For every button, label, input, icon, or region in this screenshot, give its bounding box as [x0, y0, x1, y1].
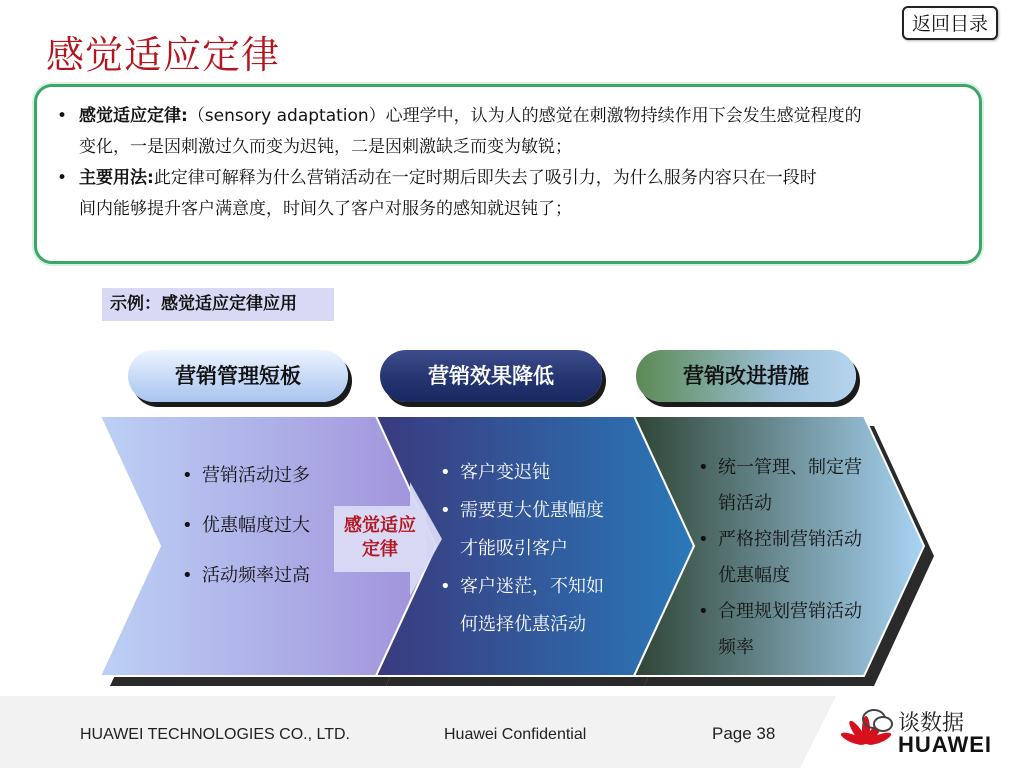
list-item-text: 优惠幅度: [718, 565, 790, 586]
list-item-text: 销活动: [718, 493, 772, 514]
bullet-glyph: •: [440, 576, 451, 597]
list-item-text: 才能吸引客户: [460, 538, 568, 559]
bullet-glyph: •: [182, 565, 193, 586]
list-item: [440, 492, 630, 568]
list-item: [698, 450, 888, 522]
bullet-glyph: •: [182, 465, 193, 486]
bullet-glyph: •: [182, 515, 193, 536]
list-item-text: 需要更大优惠幅度: [460, 500, 604, 521]
list-item: [440, 454, 630, 492]
page-title: 感觉适应定律: [46, 33, 281, 77]
list-item: [182, 563, 362, 613]
footer-company: HUAWEI TECHNOLOGIES CO., LTD.: [80, 726, 350, 743]
stage-2-items: [440, 454, 630, 644]
definition-text: （sensory adaptation）心理学中，认为人的感觉在刺激物持续作用下会发生感觉程度的: [187, 106, 862, 126]
logo-text: HUAWEI: [898, 732, 992, 757]
usage-term: 主要用法:: [79, 168, 154, 188]
list-item-text: 何选择优惠活动: [460, 614, 586, 635]
usage-text: 间内能够提升客户满意度，时间久了客户对服务的感知就迟钝了；: [79, 199, 572, 219]
list-item: [182, 463, 362, 513]
list-item-text: 严格控制营销活动: [718, 529, 862, 550]
list-item: [182, 513, 362, 563]
list-item: [698, 522, 888, 594]
definition-term: 感觉适应定律:: [79, 106, 188, 126]
usage-text: 此定律可解释为什么营销活动在一定时期后即失去了吸引力，为什么服务内容只在一段时: [153, 168, 817, 188]
list-item: [698, 594, 888, 666]
definition-text: 变化，一是因刺激过久而变为迟钝，二是因刺激缺乏而变为敏锐；: [79, 137, 572, 157]
example-label: 示例：感觉适应定律应用: [102, 288, 334, 321]
list-item: [440, 568, 630, 644]
list-item-text: 活动频率过高: [202, 565, 310, 586]
bullet-glyph: •: [698, 529, 709, 550]
transition-label-line: 定律: [362, 539, 398, 560]
bullet-glyph: •: [698, 457, 709, 478]
stage-3-items: [698, 450, 888, 666]
bullet-glyph: •: [57, 168, 68, 188]
transition-label-line: 感觉适应: [344, 515, 416, 536]
list-item-text: 优惠幅度过大: [202, 515, 310, 536]
back-to-contents-button[interactable]: 返回目录: [902, 6, 998, 40]
stage-1-items: [182, 463, 362, 613]
watermark-text: 谈数据: [898, 711, 965, 736]
bullet-glyph: •: [440, 500, 451, 521]
list-item-text: 客户变迟钝: [460, 462, 550, 483]
list-item-text: 客户迷茫，不知如: [460, 576, 604, 597]
footer: [0, 696, 1024, 768]
footer-confidential: Huawei Confidential: [444, 726, 587, 743]
page-number: Page 38: [712, 724, 776, 743]
list-item-text: 营销活动过多: [202, 465, 310, 486]
stage-title-shortcomings: 营销管理短板: [128, 350, 348, 402]
wechat-icon: [862, 708, 894, 734]
list-item-text: 频率: [718, 637, 754, 658]
list-item-text: 统一管理、制定营: [718, 457, 862, 478]
list-item-text: 合理规划营销活动: [718, 601, 862, 622]
bullet-glyph: •: [698, 601, 709, 622]
stage-title-improvements: 营销改进措施: [636, 350, 856, 402]
bullet-glyph: •: [57, 106, 68, 126]
bullet-glyph: •: [440, 462, 451, 483]
stage-title-effect-decline: 营销效果降低: [380, 350, 602, 402]
